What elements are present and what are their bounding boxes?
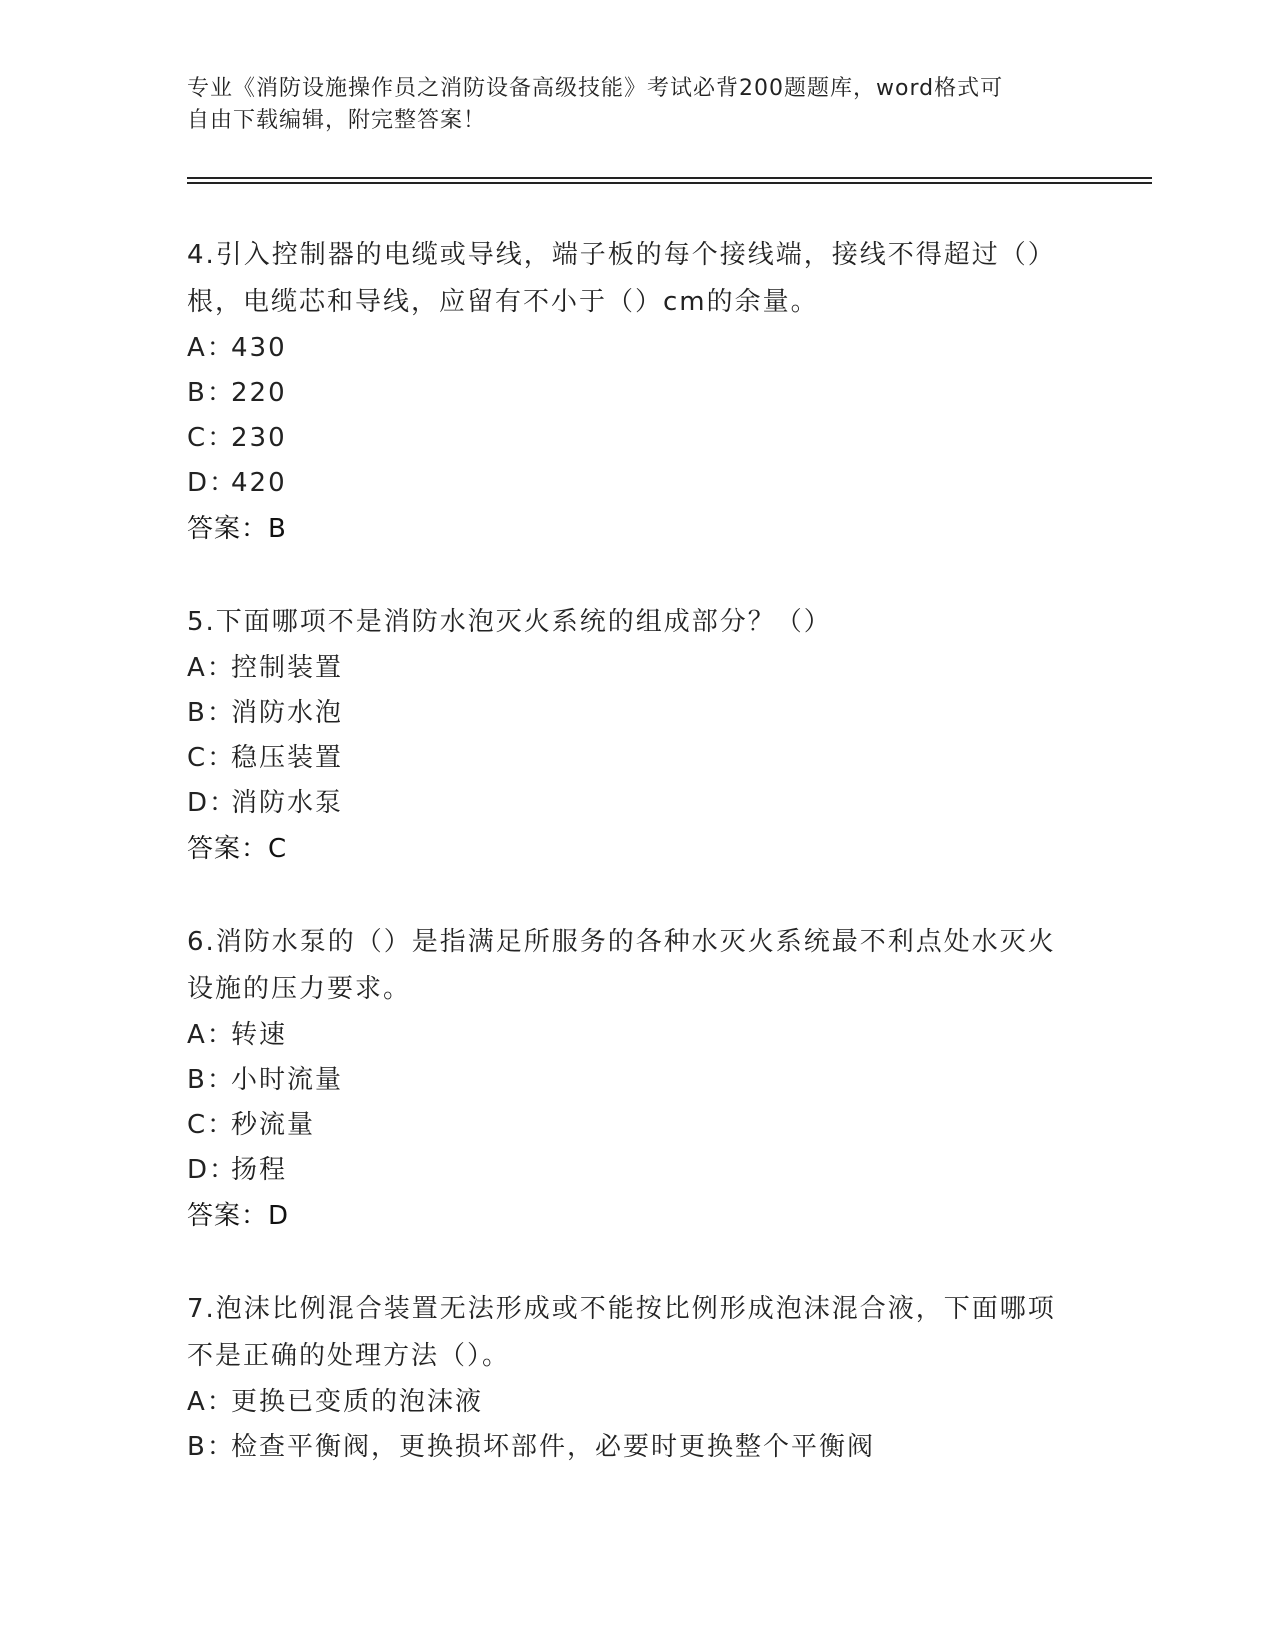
- document-header: [187, 73, 1067, 137]
- question-item: [187, 919, 1067, 1239]
- option-value: 更换已变质的泡沫液: [231, 1387, 484, 1417]
- question-text: 5.下面哪项不是消防水泡灭火系统的组成部分？（）: [187, 607, 832, 637]
- option-value: 220: [231, 378, 287, 408]
- option-value: 420: [231, 468, 287, 498]
- option-value: 小时流量: [231, 1065, 344, 1095]
- question-list: [187, 232, 1067, 1517]
- option-value: 转速: [231, 1020, 288, 1050]
- option-b: [187, 371, 1067, 416]
- option-value: 430: [231, 333, 287, 363]
- option-c: [187, 416, 1067, 461]
- option-a: [187, 646, 1067, 691]
- option-b: [187, 1425, 1067, 1470]
- option-key: A：: [187, 1387, 235, 1417]
- option-value: 消防水泡: [231, 698, 344, 728]
- option-d: [187, 1148, 1067, 1193]
- option-value: 秒流量: [231, 1110, 316, 1140]
- option-value: 230: [231, 423, 287, 453]
- option-a: [187, 1013, 1067, 1058]
- header-divider-top: [187, 177, 1152, 179]
- option-key: D：: [187, 468, 238, 498]
- header-divider-bottom: [187, 182, 1152, 184]
- option-d: [187, 461, 1067, 506]
- option-c: [187, 736, 1067, 781]
- option-key: C：: [187, 1110, 236, 1140]
- option-value: 控制装置: [231, 653, 344, 683]
- question-text: 4.引入控制器的电缆或导线，端子板的每个接线端，接线不得超过（）根，电缆芯和导线，应留有不小于（）cm的余量。: [187, 240, 1056, 317]
- question-item: [187, 232, 1067, 552]
- option-b: [187, 691, 1067, 736]
- option-c: [187, 1103, 1067, 1148]
- option-a: [187, 326, 1067, 371]
- header-line-1: 专业《消防设施操作员之消防设备高级技能》考试必背200题题库，word格式可: [187, 76, 1004, 101]
- header-line-2: 自由下载编辑，附完整答案！: [187, 108, 487, 133]
- answer-text: 答案：C: [187, 834, 288, 864]
- option-a: [187, 1380, 1067, 1425]
- option-value: 检查平衡阀，更换损坏部件，必要时更换整个平衡阀: [231, 1432, 876, 1462]
- option-value: 扬程: [231, 1155, 288, 1185]
- option-key: A：: [187, 1020, 235, 1050]
- option-value: 消防水泵: [231, 788, 344, 818]
- question-text: 6.消防水泵的（）是指满足所服务的各种水灭火系统最不利点处水灭火设施的压力要求。: [187, 927, 1056, 1004]
- option-key: A：: [187, 333, 235, 363]
- option-key: D：: [187, 1155, 238, 1185]
- option-key: D：: [187, 788, 238, 818]
- option-key: B：: [187, 378, 235, 408]
- question-text: 7.泡沫比例混合装置无法形成或不能按比例形成泡沫混合液，下面哪项不是正确的处理方法（）。: [187, 1294, 1056, 1371]
- option-value: 稳压装置: [231, 743, 344, 773]
- option-key: B：: [187, 698, 235, 728]
- option-key: B：: [187, 1432, 235, 1462]
- option-d: [187, 781, 1067, 826]
- option-b: [187, 1058, 1067, 1103]
- question-item: [187, 1286, 1067, 1470]
- answer-text: 答案：B: [187, 514, 287, 544]
- option-key: A：: [187, 653, 235, 683]
- question-item: [187, 599, 1067, 872]
- answer-text: 答案：D: [187, 1201, 290, 1231]
- option-key: B：: [187, 1065, 235, 1095]
- option-key: C：: [187, 743, 236, 773]
- option-key: C：: [187, 423, 236, 453]
